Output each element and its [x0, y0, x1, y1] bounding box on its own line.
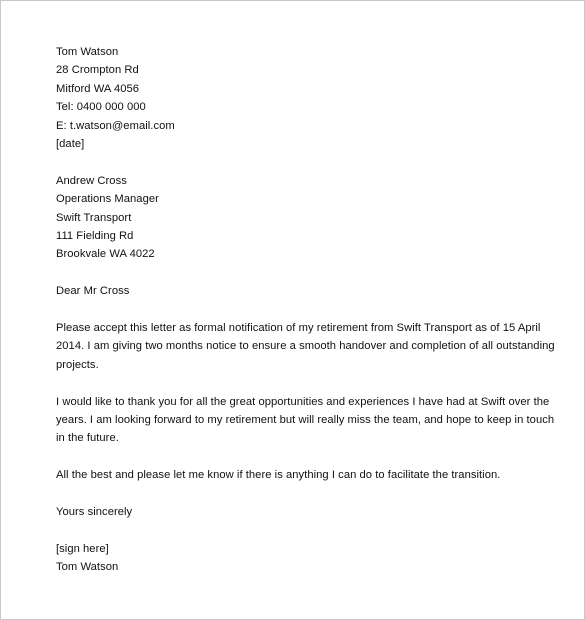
- paragraph-line: years. I am looking forward to my retirement but will really miss the team, and hope to keep in touch: [56, 414, 555, 427]
- signer-name: Tom Watson: [56, 561, 119, 574]
- sender-email: E: t.watson@email.com: [56, 119, 175, 132]
- paragraph-line: Please accept this letter as formal notification of my retirement from Swift Transport as of 15 April: [56, 322, 541, 335]
- valediction: Yours sincerely: [56, 506, 133, 519]
- body-paragraph-3: [56, 466, 536, 484]
- sender-address-block: [56, 43, 536, 153]
- body-paragraph-2: [56, 393, 555, 448]
- signature-block: [56, 540, 536, 577]
- paragraph-line: 2014. I am giving two months notice to ensure a smooth handover and completion of all outstanding: [56, 340, 555, 353]
- signature-placeholder: [sign here]: [56, 542, 109, 555]
- spacer: [56, 485, 536, 503]
- body-paragraph-1: [56, 319, 555, 374]
- recipient-street: 111 Fielding Rd: [56, 230, 134, 243]
- letter-content: [56, 43, 555, 577]
- spacer: [56, 374, 536, 392]
- recipient-address-block: [56, 172, 536, 264]
- spacer: [56, 521, 536, 539]
- sender-city: Mitford WA 4056: [56, 82, 140, 95]
- spacer: [56, 153, 536, 171]
- recipient-city: Brookvale WA 4022: [56, 248, 155, 261]
- spacer: [56, 264, 536, 282]
- sender-street: 28 Crompton Rd: [56, 64, 139, 77]
- spacer: [56, 301, 536, 319]
- recipient-company: Swift Transport: [56, 211, 132, 224]
- paragraph-line: I would like to thank you for all the great opportunities and experiences I have had at Swift over the: [56, 395, 550, 408]
- paragraph-line: in the future.: [56, 432, 119, 445]
- sender-name: Tom Watson: [56, 46, 119, 58]
- paragraph-line: projects.: [56, 358, 99, 371]
- letter-date: [date]: [56, 138, 85, 151]
- salutation: Dear Mr Cross: [56, 285, 130, 298]
- paragraph-line: All the best and please let me know if there is anything I can do to facilitate the transition.: [56, 469, 501, 482]
- recipient-title: Operations Manager: [56, 193, 159, 206]
- sender-phone: Tel: 0400 000 000: [56, 101, 146, 114]
- recipient-name: Andrew Cross: [56, 174, 127, 187]
- spacer: [56, 448, 536, 466]
